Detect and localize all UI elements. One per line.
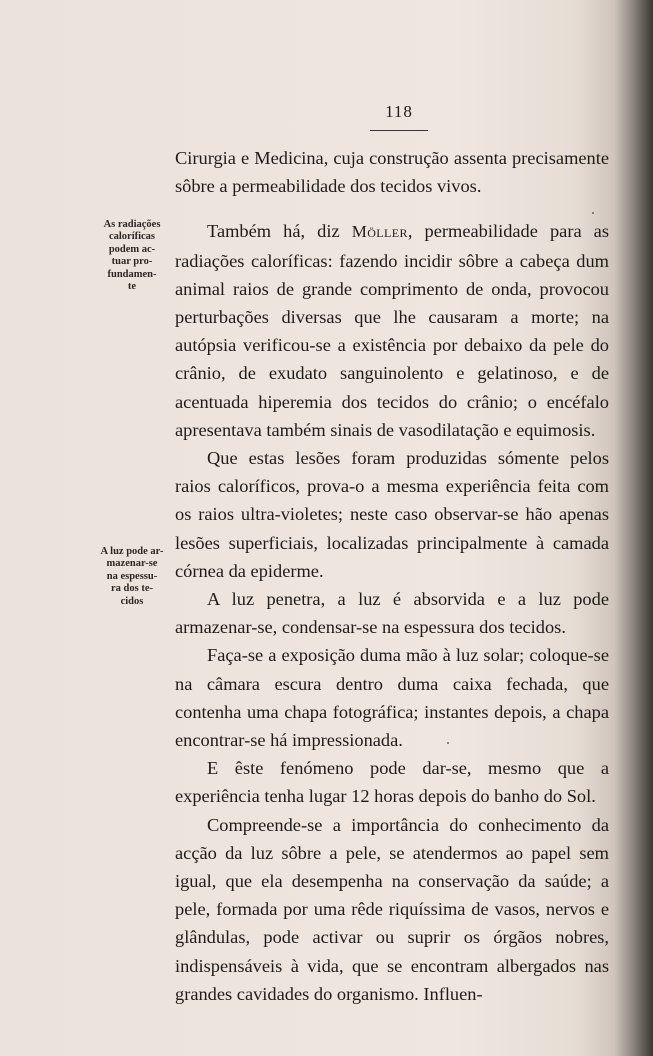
paper-speck (592, 212, 594, 214)
paragraph (175, 144, 609, 200)
paper-speck (447, 742, 449, 744)
margin-note-radiacoes (93, 219, 171, 293)
margin-note-line: mazenar-se (106, 558, 158, 570)
margin-note-line: te (127, 281, 137, 293)
margin-note-line: As radiações (103, 219, 161, 230)
paragraph (175, 217, 609, 444)
paragraph-text: Também há, diz (207, 221, 352, 242)
margin-note-line: cidos (120, 595, 144, 607)
paragraph-text: Faça-se a exposição duma mão à luz solar; coloque-se na câmara escura dentro duma caixa fechada, que contenha uma chapa fotográfica; instantes depois, a chapa encontrar-se há impressionada. (175, 645, 609, 751)
paragraph-text: , permeabilidade para as radiações caloríficas: fazendo incidir sôbre a cabeça dum animal raios de grande comprimento de onda, provocou perturbações diversas que lhe causaram a morte; na autópsia verificou-se a existência por debaixo da pele do crânio, de exudato sanguinolento e gelatinoso, e de acentuada hiperemia dos tecidos do crânio; o encéfalo apresentava também sinais de vasodilatação e equimosis. (175, 221, 609, 440)
margin-note-line: podem ac- (108, 243, 156, 255)
paragraph (175, 444, 609, 585)
paragraph-text: E êste fenómeno pode dar-se, mesmo que a experiência tenha lugar 12 horas depois do banho do Sol. (175, 758, 609, 807)
margin-note-line: ra dos te- (111, 583, 153, 595)
paragraph-text: Compreende-se a importância do conhecimento da acção da luz sôbre a pele, se atendermos ao papel sem igual, que ela desempenha na conservação da saúde; a pele, formada por uma rêde riquíssima de vasos, nervos e glândulas, pode activar ou suprir os órgãos nobres, indispensáveis à vida, que se encontram albergados nas grandes cavidades do organismo. Influen- (175, 814, 609, 1004)
margin-note-line: na espessu- (106, 570, 158, 582)
page-number: 118 (385, 102, 413, 121)
paragraph-text: A luz penetra, a luz é absorvida e a luz pode armazenar-se, condensar-se na espessura dos tecidos. (175, 589, 609, 638)
margin-note-line: tuar pro- (111, 256, 153, 268)
page-number-rule (370, 130, 428, 131)
margin-note-line: A luz pode ar- (100, 546, 164, 557)
paragraph-text: Que estas lesões foram produzidas sómente pelos raios caloríficos, prova-o a mesma experiência feita com os raios ultra-violetes; neste caso observar-se hão apenas lesões superficiais, localizadas principalmente à camada córnea da epiderme. (175, 448, 609, 581)
paragraph-text: Cirurgia e Medicina, cuja construção assenta precisamente sôbre a permeabilidade dos tecidos vivos. (175, 148, 609, 197)
body-text (175, 144, 609, 1008)
margin-note-luz (93, 546, 171, 608)
paragraph (175, 585, 609, 641)
paragraph (175, 754, 609, 810)
margin-note-line: caloríficas (108, 231, 156, 243)
margin-note-line: fundamen- (107, 268, 157, 280)
paragraph (175, 641, 609, 754)
author-name: Möller (351, 222, 408, 242)
paragraph (175, 811, 609, 1008)
